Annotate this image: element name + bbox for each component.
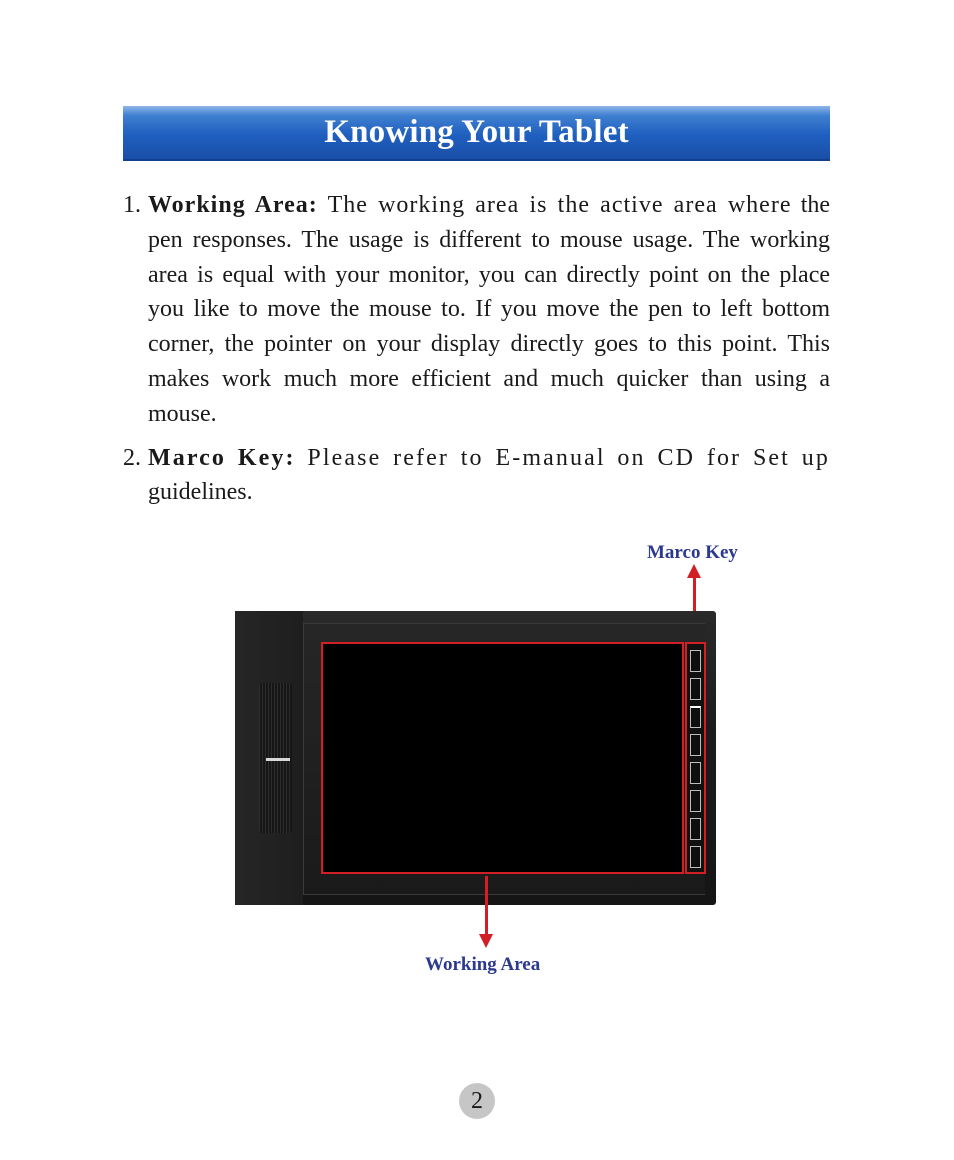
page-title: Knowing Your Tablet [324,114,629,150]
list-item-marco-key [123,441,830,511]
item-number: 1. [123,192,141,218]
title-banner [123,106,830,161]
item-number: 2. [123,444,141,471]
marco-key-callout: Marco Key [647,542,738,563]
marco-key [690,790,701,812]
feature-list [123,188,830,510]
list-item-working-area [123,188,830,432]
item-text: guidelines. [148,479,253,506]
working-area-callout: Working Area [425,954,541,975]
marco-key [690,818,701,840]
page-number-badge [459,1083,495,1119]
marco-key [690,678,701,700]
marco-key [690,650,701,672]
marco-key [690,706,701,728]
item-lead-text: The working area is the active area where [327,192,792,218]
item-term: Marco Key: [148,444,296,471]
tablet-illustration [235,611,716,905]
tablet-marco-keys [685,642,706,874]
marco-key [690,846,701,868]
item-term: Working Area: [148,192,318,218]
page-number: 2 [471,1087,483,1114]
tablet-working-area [321,642,684,874]
item-lead-text: Please refer to E-manual on CD for Set up [307,444,830,471]
marco-key [690,762,701,784]
working-area-arrow-icon [485,876,488,936]
item-text: the pen responses. The usage is different to mouse usage. The working area is equal with your monitor, you can directly point on the place you like to move the mouse to. If you move the pen to left bottom corner, the pointer on your display directly goes to this point. This makes work much more efficient and much quicker than using a mouse. [148,192,831,427]
touch-strip-indicator [266,758,290,761]
marco-key [690,734,701,756]
